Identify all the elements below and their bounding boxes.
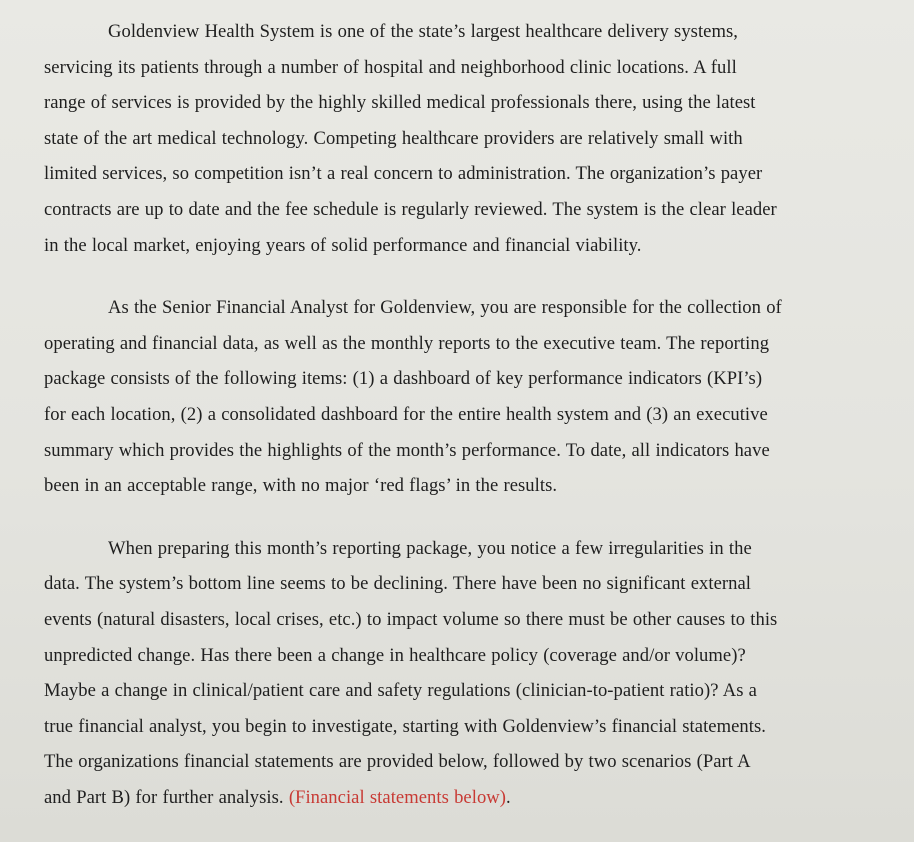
text-line: servicing its patients through a number of hospital and neighborhood clinic locations. A full <box>44 56 737 78</box>
text-line: unpredicted change. Has there been a change in healthcare policy (coverage and/or volume)? <box>44 644 746 666</box>
text-line: As the Senior Financial Analyst for Goldenview, you are responsible for the collection of <box>108 297 782 319</box>
text-line: operating and financial data, as well as the monthly reports to the executive team. The reporting <box>44 332 770 354</box>
text-line-final <box>44 780 870 816</box>
text-line: package consists of the following items: (1) a dashboard of key performance indicators (KPI’s) <box>44 368 763 390</box>
text-line: events (natural disasters, local crises, etc.) to impact volume so there must be other causes to this <box>44 608 778 630</box>
paragraph-analyst-role <box>44 290 870 504</box>
text-line: range of services is provided by the highly skilled medical professionals there, using the latest <box>44 92 756 114</box>
text-line: When preparing this month’s reporting package, you notice a few irregularities in the <box>108 537 752 559</box>
text-line: Goldenview Health System is one of the state’s largest healthcare delivery systems, <box>108 21 738 42</box>
text-line: contracts are up to date and the fee schedule is regularly reviewed. The system is the clear leader <box>44 198 777 220</box>
paragraph-intro <box>44 14 870 263</box>
text-line: data. The system’s bottom line seems to be declining. There have been no significant external <box>44 573 751 595</box>
text-line: Maybe a change in clinical/patient care and safety regulations (clinician-to-patient ratio)? As a <box>44 680 757 702</box>
financial-statements-reference: (Financial statements below) <box>288 786 507 808</box>
final-line-text: and Part B) for further analysis. <box>44 786 289 808</box>
text-line: true financial analyst, you begin to investigate, starting with Goldenview’s financial statements. <box>44 715 766 737</box>
text-line: in the local market, enjoying years of solid performance and financial viability. <box>44 234 642 256</box>
text-line: The organizations financial statements are provided below, followed by two scenarios (Part A <box>44 751 751 773</box>
text-line: summary which provides the highlights of the month’s performance. To date, all indicators have <box>44 439 770 461</box>
text-line: been in an acceptable range, with no major ‘red flags’ in the results. <box>44 475 558 497</box>
final-line-period: . <box>506 786 511 808</box>
text-line: limited services, so competition isn’t a real concern to administration. The organization’s payer <box>44 163 763 185</box>
text-line: state of the art medical technology. Competing healthcare providers are relatively small with <box>44 127 743 149</box>
paragraph-investigation <box>44 531 870 816</box>
text-line: for each location, (2) a consolidated dashboard for the entire health system and (3) an executive <box>44 403 768 425</box>
